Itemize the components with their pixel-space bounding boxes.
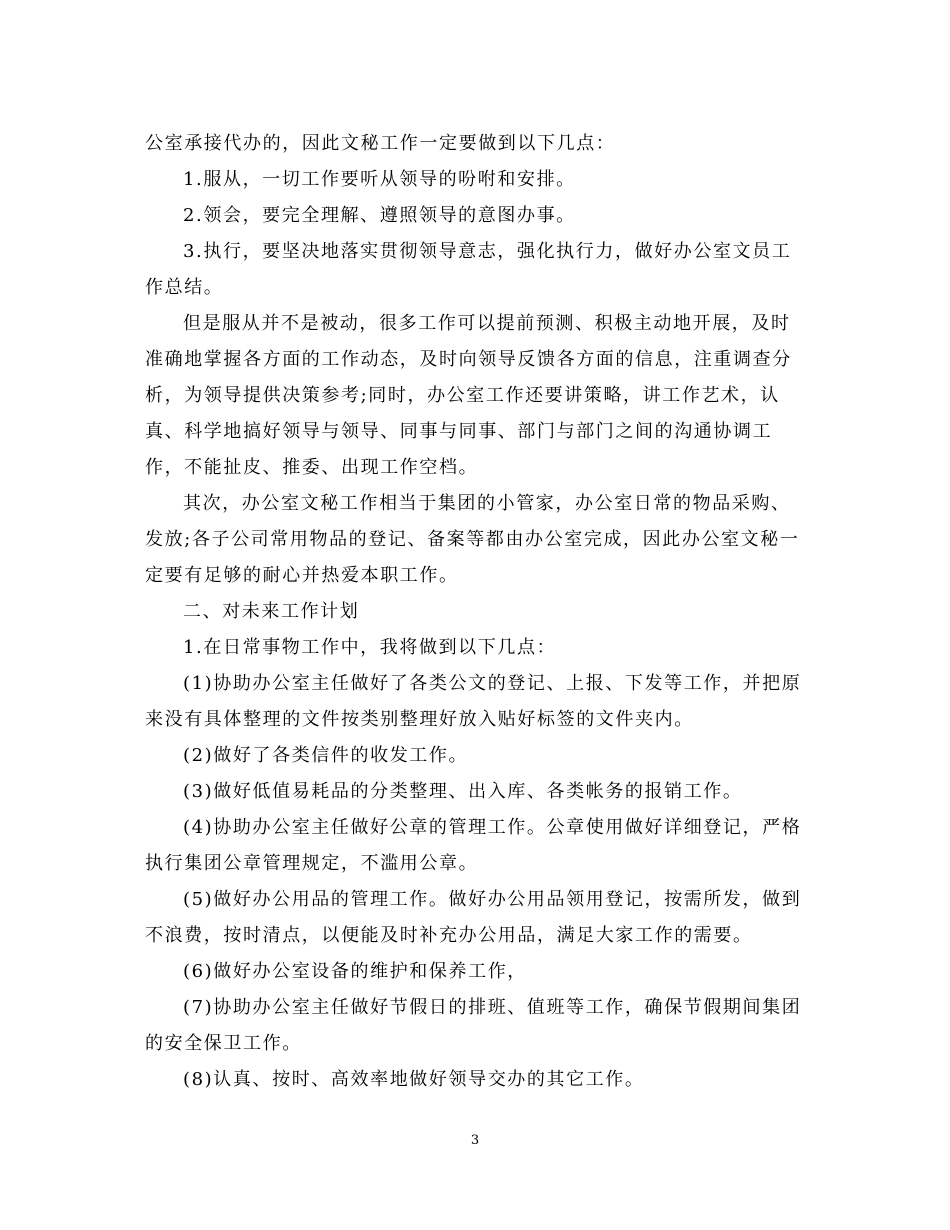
paragraph-proactive: 但是服从并不是被动，很多工作可以提前预测、积极主动地开展，及时准确地掌握各方面的工作动态，及时向领导反馈各方面的信息，注重调查分析，为领导提供决策参考;同时，办公室工作还要讲策略，讲工作艺术，认真、科学地搞好领导与领导、同事与同事、部门与部门之间的沟通协调工作，不能扯皮、推委、出现工作空档。 xyxy=(145,313,792,478)
list-item-8: (8)认真、按时、高效率地做好领导交办的其它工作。 xyxy=(183,1069,645,1090)
paragraph-item-understand: 2.领会，要完全理解、遵照领导的意图办事。 xyxy=(183,205,576,226)
document-body xyxy=(145,126,810,1098)
list-item-7: (7)协助办公室主任做好节假日的排班、值班等工作，确保节假期间集团的安全保卫工作。 xyxy=(145,997,802,1054)
list-item-3: (3)做好低值易耗品的分类整理、出入库、各类帐务的报销工作。 xyxy=(183,781,743,802)
paragraph-item-obey: 1.服从，一切工作要听从领导的吩咐和安排。 xyxy=(183,169,576,190)
list-item-1: (1)协助办公室主任做好了各类公文的登记、上报、下发等工作，并把原来没有具体整理的文件按类别整理好放入贴好标签的文件夹内。 xyxy=(145,673,802,730)
list-item-6: (6)做好办公室设备的维护和保养工作， xyxy=(183,961,527,982)
list-item-4: (4)协助办公室主任做好公章的管理工作。公章使用做好详细登记，严格执行集团公章管理规定，不滥用公章。 xyxy=(145,817,802,874)
paragraph-daily-work-intro: 1.在日常事物工作中，我将做到以下几点： xyxy=(183,637,557,658)
list-item-5: (5)做好办公用品的管理工作。做好办公用品领用登记，按需所发，做到不浪费，按时清点，以便能及时补充办公用品，满足大家工作的需要。 xyxy=(145,889,802,946)
section-heading-future-plan: 二、对未来工作计划 xyxy=(183,601,360,622)
list-item-2: (2)做好了各类信件的收发工作。 xyxy=(183,745,469,766)
paragraph-item-execute: 3.执行，要坚决地落实贯彻领导意志，强化执行力，做好办公室文员工作总结。 xyxy=(145,241,792,298)
page-number: 3 xyxy=(470,1133,480,1148)
paragraph-continuation: 公室承接代办的，因此文秘工作一定要做到以下几点： xyxy=(145,133,616,154)
paragraph-housekeeper: 其次，办公室文秘工作相当于集团的小管家，办公室日常的物品采购、发放;各子公司常用物品的登记、备案等都由办公室完成，因此办公室文秘一定要有足够的耐心并热爱本职工作。 xyxy=(145,493,800,586)
